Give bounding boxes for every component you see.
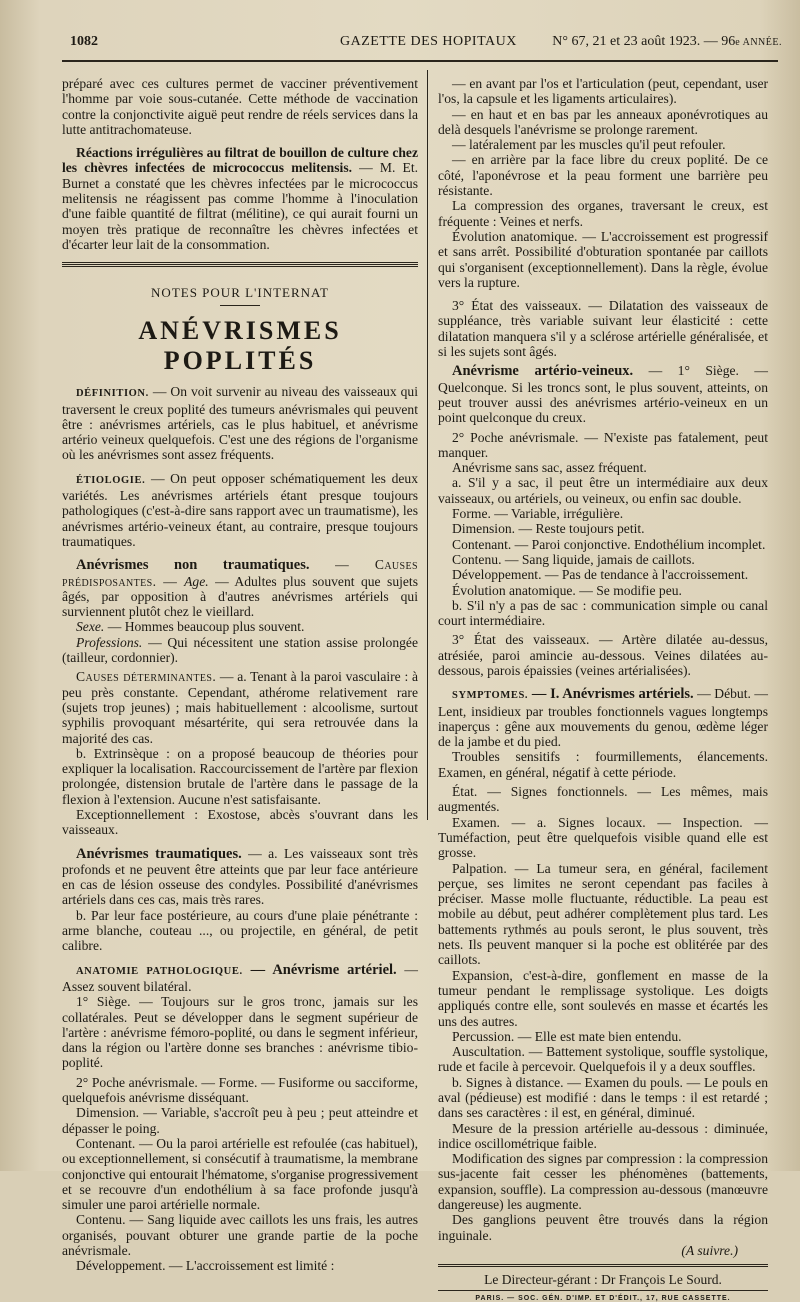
right-p19: Troubles sensitifs : fourmillements, élancements. Examen, en général, négatif à cette période. — [438, 749, 768, 780]
professions-label: Professions. — [76, 634, 143, 650]
definition-paragraph — [62, 384, 418, 462]
right-p29: Des ganglions peuvent être trouvés dans la région inguinale. — [438, 1212, 768, 1243]
right-p22: Palpation. — La tumeur sera, en général, facilement perçue, ses limites ne seront cependant pas faciles à préciser. Masse molle fluctuante, réductible. La peau est mobile au début, peut adhérer complètement plus tard. Les battements rythmés au pouls seront, le plus souvent, très nets. Ils peuvent manquer si la poche est oblitérée par des caillots. — [438, 860, 768, 968]
developpement-paragraph: Développement. — L'accroissement est limité : — [76, 1258, 335, 1274]
right-p3: — latéralement par les muscles qu'il peut refouler. — [452, 137, 726, 153]
nontrauma-age: Age. — [184, 573, 209, 589]
anatomie-label: ANATOMIE PATHOLOGIQUE. — [76, 965, 243, 977]
anatomie-body: — Assez souvent bilatéral. — [62, 961, 418, 994]
right-p17: b. S'il n'y a pas de sac : communication simple ou canal court intermédiaire. — [438, 597, 768, 629]
symptomes-paragraph — [438, 686, 768, 749]
header-rule — [62, 60, 778, 62]
reactions-title: Réactions irrégulières au filtrat de bouillon de culture chez les chèvres infectées de micrococcus melitensis. — [62, 145, 418, 176]
contenant-paragraph: Contenant. — Ou la paroi artérielle est refoulée (cas habituel), ou exceptionnellement, si consécutif à traumatisme, la membrane conjonctive qui entourait l'hématome, s'organise progressivement et se recouvre d'un endothélium à sa face profonde jusqu'à simuler une paroi artérielle normale. — [62, 1135, 418, 1213]
issue-info — [552, 34, 782, 50]
notes-heading: NOTES POUR L'INTERNAT — [151, 285, 329, 301]
nontrauma-paragraph — [62, 557, 418, 619]
reactions-body: — M. Et. Burnet a constaté que les chèvres infectées par le micrococcus melitensis ne réagissent pas comme l'homme à l'inoculation d'une faible quantité de filtrat (mélitine), ce qui aurait fourni un moyen très pratique de reconnaître les chèvres infectées et d'écarter leur lait de la consommation. — [62, 160, 418, 252]
trauma-paragraph — [62, 846, 418, 908]
right-p28: Modification des signes par compression : la compression sus-jacente fait cesser les phénomènes (battements, expansion, souffle). La compression au-dessous (manœuvre dangereuse) les augmente. — [438, 1151, 768, 1213]
causes-b-paragraph: b. Extrinsèque : on a proposé beaucoup de théories pour expliquer la localisation. Raccourcissement de l'artère par flexion prolongée, distension brutale de l'artère dans le passage de la flexion à l'extension. Aucune n'est satisfaisante. — [62, 745, 418, 807]
right-p24: Percussion. — Elle est mate bien entendu. — [452, 1028, 682, 1044]
right-p7: 3° État des vaisseaux. — Dilatation des vaisseaux de suppléance, très variable suivant leur élasticité : cette dilatation manquera s'il y a sclérose artérielle généralisée, et si les sujets sont âgés. — [438, 298, 768, 360]
symptomes-body: — Début. — Lent, insidieux par troubles fonctionnels vagues longtemps inaperçus : gêne aux mouvements du genou, œdème léger de la jambe et du pied. — [438, 686, 768, 750]
anatomie-paragraph — [62, 962, 418, 995]
arterio-veineux-body: — 1° Siège. — Quelconque. Si les troncs sont, le plus souvent, atteints, on peut trouver aussi des anévrismes artério-veineux en un point quelconque du creux. — [438, 363, 768, 426]
right-p15: Développement. — Pas de tendance à l'accroissement. — [452, 567, 749, 583]
page-number: 1082 — [70, 34, 98, 49]
a-suivre: (A suivre.) — [681, 1242, 738, 1258]
right-p13: Contenant. — Paroi conjonctive. Endothélium incomplet. — [452, 536, 766, 552]
arterio-veineux-paragraph — [438, 363, 768, 425]
sexe-body: — Hommes beaucoup plus souvent. — [104, 619, 305, 635]
right-p21: Examen. — a. Signes locaux. — Inspection. — Tuméfaction, peut être quelquefois visible quand elle est grosse. — [438, 814, 768, 861]
causes-determinantes-paragraph — [62, 669, 418, 745]
trauma-title: Anévrismes traumatiques. — [76, 845, 242, 862]
imprint-line: PARIS. — SOC. GÉN. D'IMP. ET D'ÉDIT., 17, RUE CASSETTE. — [475, 1295, 731, 1302]
right-p25: Auscultation. — Battement systolique, souffle systolique, rude et facile à percevoir. Quelquefois il y a deux souffles. — [438, 1044, 768, 1075]
right-p4: — en arrière par la face libre du creux poplité. De ce côté, l'aponévrose et la peau forment une barrière peu résistante. — [438, 152, 768, 199]
right-p9: Anévrisme sans sac, assez fréquent. — [452, 460, 647, 476]
right-p20: État. — Signes fonctionnels. — Les mêmes, mais augmentés. — [438, 784, 768, 815]
gazette-title: GAZETTE DES HOPITAUX — [340, 34, 517, 49]
right-p11: Forme. — Variable, irrégulière. — [452, 506, 624, 522]
poche-paragraph: 2° Poche anévrismale. — Forme. — Fusiforme ou sacciforme, quelquefois anévrisme disséquant. — [62, 1074, 418, 1106]
main-title: ANÉVRISMES POPLITÉS — [138, 316, 342, 376]
page-header — [70, 34, 782, 54]
right-p1: — en avant par l'os et l'articulation (peut, cependant, user l'os, la capsule et les ligaments articulaires). — [438, 76, 768, 107]
professions-paragraph — [62, 635, 418, 666]
trauma-body: — a. Les vaisseaux sont très profonds et ne peuvent être atteints que par leur face antérieure en cas de lésion osseuse des condyles. Possibilité d'anévrismes artériels dans ces cas, mais très rares. — [62, 845, 418, 908]
right-p8: 2° Poche anévrismale. — N'existe pas fatalement, peut manquer. — [438, 429, 768, 460]
right-p12: Dimension. — Reste toujours petit. — [452, 521, 645, 537]
definition-body: — On voit survenir au niveau des vaisseaux qui traversent le creux poplité des tumeurs anévrismales qui peuvent être : anévrismes artériels, cas le plus habituel, et anévrisme artério veineux quelquefois. C'est une des régions de l'organisme où les anévrismes sont assez fréquents. — [62, 384, 418, 463]
siege-paragraph: 1° Siège. — Toujours sur le gros tronc, jamais sur les collatérales. Peut se développer dans le segment supérieur de l'artère : anévrisme fémoro-poplité, ou dans le segment inférieur, dans la région ou l'artère donne ses branches : anévrisme tibio-poplité. — [62, 994, 418, 1071]
arterio-veineux-title: Anévrisme artério-veineux. — [452, 363, 634, 380]
column-divider — [427, 70, 428, 820]
footer-rule — [438, 1264, 768, 1268]
intro-paragraph: préparé avec ces cultures permet de vacciner préventivement l'homme par voie sous-cutanée. Cette méthode de vaccination contre la conjonctivite aiguë peut rendre de réels services dans la lutte antitrachomateuse. — [62, 76, 418, 137]
causes-determinantes-label: Causes déterminantes. — [76, 669, 217, 685]
directeur-rule — [438, 1290, 768, 1291]
right-p6: Évolution anatomique. — L'accroissement est progressif et sans arrêt. Possibilité d'obturation spontanée par caillots qui s'organisent (exceptionnellement). Dans la règle, évolue vers la rupture. — [438, 228, 768, 290]
definition-label: DÉFINITION. — [76, 388, 149, 400]
section-rule — [62, 262, 418, 267]
causes-determinantes-body: — a. Tenant à la paroi vasculaire : à peu près constante. Cependant, athérome relativement rare (sujets trop jeunes) ; mais habituellement : alcoolisme, surtout syphilis provoquant mésartérite, qui sera retrouvée dans la majorité des cas. — [62, 669, 418, 746]
professions-body: — Qui nécessitent une station assise prolongée (tailleur, cordonnier). — [62, 634, 418, 666]
right-p18: 3° État des vaisseaux. — Artère dilatée au-dessus, atrésiée, paroi amincie au-dessous. Veines dilatées au-dessous, parois épaissies (veines artérialisées). — [438, 632, 768, 678]
etiologie-body: — On peut opposer schématiquement les deux variétés. Les anévrismes artériels étant presque toujours pathologiques (c'est-à-dire sans rapport avec un traumatisme), les anévrismes artério-veineux étant, au contraire, presque toujours traumatiques. — [62, 470, 418, 549]
trauma-b-paragraph: b. Par leur face postérieure, au cours d'une plaie pénétrante : arme blanche, couteau ..., ou projectile, en général, de petit calibre. — [62, 907, 418, 954]
symptomes-label: SYMPTOMES. — [452, 690, 529, 702]
etiologie-paragraph — [62, 471, 418, 549]
left-column — [62, 76, 418, 1274]
right-p2: — en haut et en bas par les anneaux aponévrotiques au delà desquels l'anévrisme se prolonge rarement. — [438, 106, 768, 137]
right-p10: a. S'il y a sac, il peut être un intermédiaire aux deux vaisseaux, ou artériels, ou veineux, ou enfin sac double. — [438, 475, 768, 506]
issue-annee: e ANNÉE. — [735, 37, 782, 48]
right-p14: Contenu. — Sang liquide, jamais de caillots. — [452, 551, 695, 567]
contenu-paragraph: Contenu. — Sang liquide avec caillots les uns frais, les autres organisés, pouvant obturer une grande partie de la poche anévrismale. — [62, 1212, 418, 1258]
right-column — [438, 76, 768, 1302]
nontrauma-title: Anévrismes non traumatiques. — [76, 557, 310, 574]
nontrauma-body: — Adultes plus souvent que sujets âgés, par opposition à d'autres anévrismes artériels qui surviennent plutôt chez le vieillard. — [62, 573, 418, 620]
dimension-paragraph: Dimension. — Variable, s'accroît peu à peu ; peut atteindre et dépasser le poing. — [62, 1105, 418, 1136]
right-p26: b. Signes à distance. — Examen du pouls. — Le pouls en aval (pédieuse) est modifié : dans le temps : il est retardé ; dans ses caractères : il est, en général, diminué. — [438, 1074, 768, 1121]
sexe-paragraph — [62, 619, 418, 634]
reactions-paragraph — [62, 145, 418, 252]
right-p5: La compression des organes, traversant le creux, est fréquente : Veines et nerfs. — [438, 198, 768, 229]
right-p27: Mesure de la pression artérielle au-dessous : diminuée, indice oscillométrique faible. — [438, 1120, 768, 1151]
causes-exception-paragraph: Exceptionnellement : Exostose, abcès s'ouvrant dans les vaisseaux. — [62, 806, 418, 838]
issue-date: N° 67, 21 et 23 août 1923. — 96 — [552, 34, 736, 49]
sexe-label: Sexe. — [76, 619, 105, 635]
right-p23: Expansion, c'est-à-dire, gonflement en masse de la tumeur pendant le remplissage systolique. Les doigts appliqués contre elle, sont soulevés en masse et écartés les uns des autres. — [438, 967, 768, 1029]
etiologie-label: ÉTIOLOGIE. — [76, 474, 146, 486]
anatomie-title: — Anévrisme artériel. — [242, 961, 397, 978]
symptomes-title: — I. Anévrismes artériels. — [528, 686, 694, 703]
notes-rule — [220, 305, 260, 306]
nontrauma-causes: — Causes prédisposantes. — — [62, 557, 418, 589]
directeur-gerant: Le Directeur-gérant : Dr François Le Sourd. — [484, 1272, 722, 1288]
right-p16: Évolution anatomique. — Se modifie peu. — [452, 582, 682, 598]
